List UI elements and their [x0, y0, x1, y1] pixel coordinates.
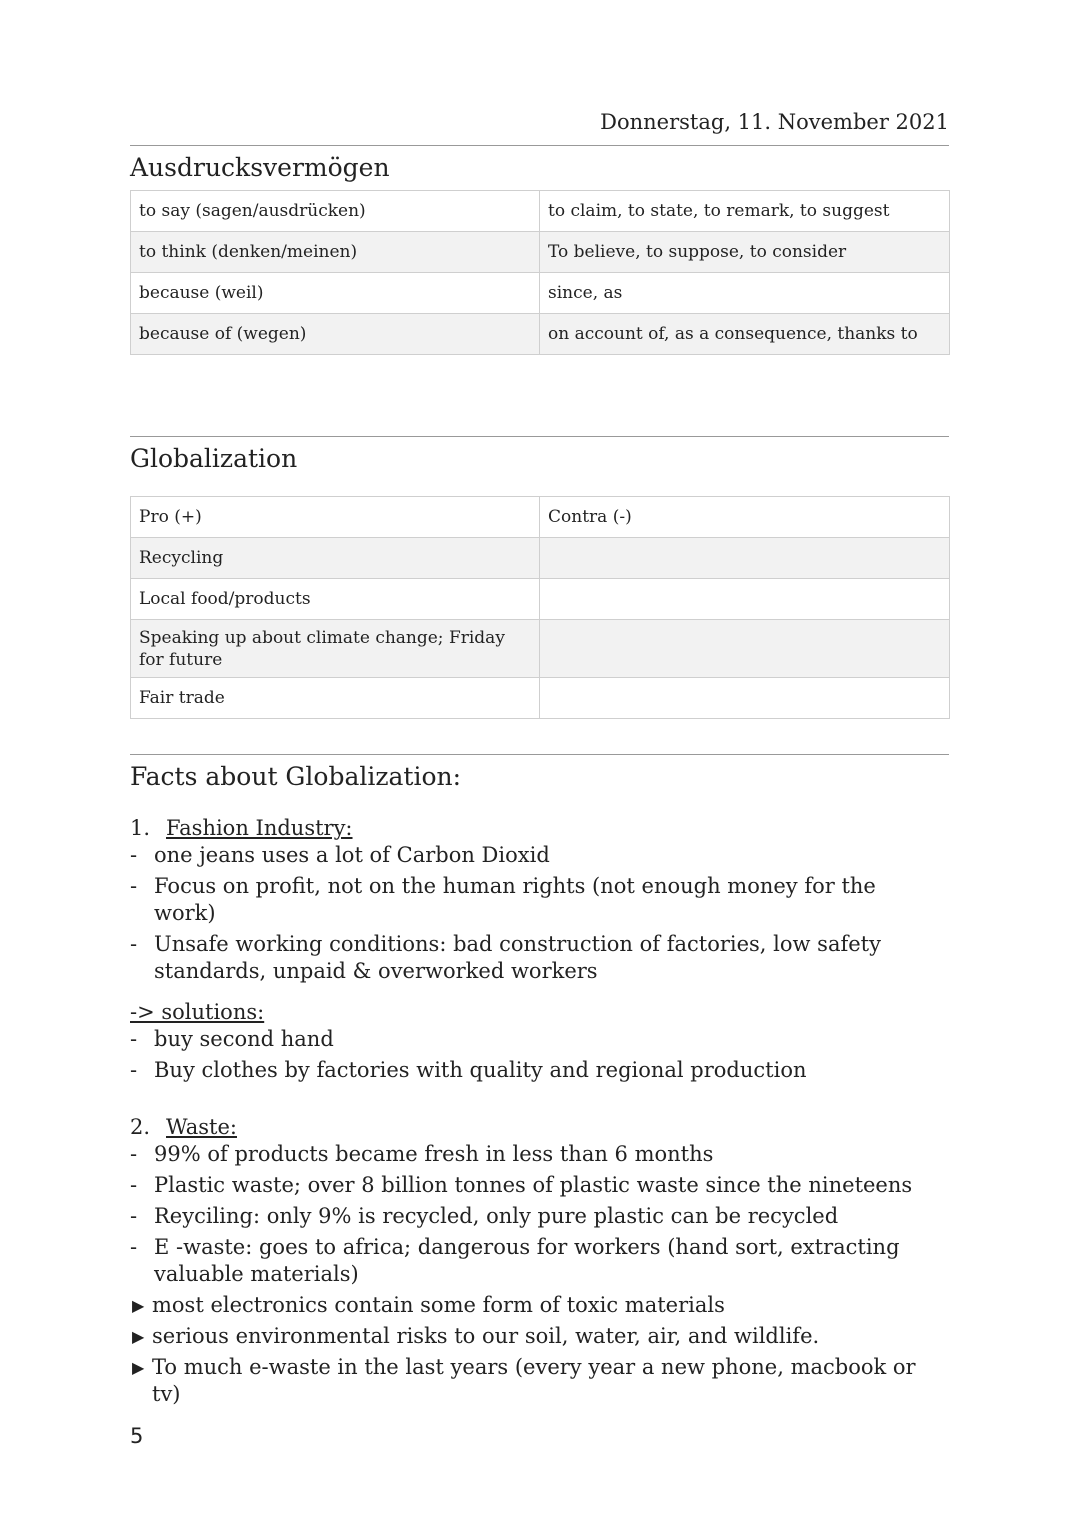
dash-bullet-icon: -	[130, 1027, 138, 1051]
table-header-row	[131, 497, 950, 538]
dash-bullet-icon: -	[130, 1235, 138, 1259]
list-item: - Plastic waste; over 8 billion tonnes of plastic waste since the nineteens	[130, 1173, 913, 1197]
section-title: Fashion Industry:	[166, 816, 353, 840]
list-item: - 99% of products became fresh in less than 6 months	[130, 1142, 714, 1166]
section-heading-waste	[130, 1114, 930, 1141]
table-cell	[540, 538, 950, 579]
table-cell: To believe, to suppose, to consider	[540, 232, 950, 273]
dash-bullet-icon: -	[130, 874, 138, 898]
table-cell: since, as	[540, 273, 950, 314]
list-item: - Buy clothes by factories with quality and regional production	[130, 1058, 807, 1082]
dash-bullet-icon: -	[130, 1058, 138, 1082]
list-item: - buy second hand	[130, 1027, 334, 1051]
globalization-table	[130, 496, 950, 719]
list-item: - one jeans uses a lot of Carbon Dioxid	[130, 843, 550, 867]
page-date: Donnerstag, 11. November 2021	[600, 110, 949, 134]
page-number: 5	[130, 1424, 144, 1448]
dash-bullet-icon: -	[130, 1204, 138, 1228]
table-cell: to claim, to state, to remark, to suggest	[540, 191, 950, 232]
ausdruck-table	[130, 190, 950, 355]
solutions-list	[130, 1026, 930, 1084]
table-row	[131, 314, 950, 355]
list-item: ▶ serious environmental risks to our soil, water, air, and wildlife.	[132, 1324, 820, 1348]
list-item: ▶ To much e-waste in the last years (every year a new phone, macbook or tv)	[132, 1355, 916, 1406]
list-item: - Focus on profit, not on the human rights (not enough money for the work)	[130, 874, 876, 925]
fashion-list	[130, 842, 930, 985]
section-title: Waste:	[166, 1115, 237, 1139]
table-cell: Local food/products	[131, 579, 540, 620]
triangle-bullet-icon: ▶	[132, 1296, 145, 1315]
table-row	[131, 232, 950, 273]
list-item: - Unsafe working conditions: bad construction of factories, low safety standards, unpaid & overworked workers	[130, 932, 881, 983]
divider	[130, 145, 949, 146]
list-item: ▶ most electronics contain some form of toxic materials	[132, 1293, 725, 1317]
table-row	[131, 191, 950, 232]
waste-list	[130, 1141, 930, 1288]
table-cell: Fair trade	[131, 678, 540, 719]
facts-body	[130, 815, 930, 1412]
section-number: 1.	[130, 816, 151, 840]
triangle-bullet-icon: ▶	[132, 1358, 145, 1377]
table-row	[131, 538, 950, 579]
divider	[130, 436, 949, 437]
table-row	[131, 273, 950, 314]
table-cell	[540, 678, 950, 719]
triangle-bullet-icon: ▶	[132, 1327, 145, 1346]
section-number: 2.	[130, 1115, 151, 1139]
list-item: - E -waste: goes to africa; dangerous for workers (hand sort, extracting valuable materials)	[130, 1235, 900, 1286]
table-cell	[540, 579, 950, 620]
ausdruck-title: Ausdrucksvermögen	[130, 153, 390, 182]
dash-bullet-icon: -	[130, 1173, 138, 1197]
dash-bullet-icon: -	[130, 932, 138, 956]
dash-bullet-icon: -	[130, 843, 138, 867]
dash-bullet-icon: -	[130, 1142, 138, 1166]
table-cell: Recycling	[131, 538, 540, 579]
table-cell: to say (sagen/ausdrücken)	[131, 191, 540, 232]
table-row	[131, 678, 950, 719]
section-heading-fashion	[130, 815, 930, 842]
table-cell: Speaking up about climate change; Friday for future	[131, 620, 540, 678]
table-cell: because of (wegen)	[131, 314, 540, 355]
table-cell: to think (denken/meinen)	[131, 232, 540, 273]
table-cell: on account of, as a consequence, thanks to	[540, 314, 950, 355]
solutions-heading: -> solutions:	[130, 1000, 265, 1024]
table-cell: because (weil)	[131, 273, 540, 314]
globalization-title: Globalization	[130, 444, 298, 473]
table-row	[131, 579, 950, 620]
table-cell	[540, 620, 950, 678]
divider	[130, 754, 949, 755]
pro-header: Pro (+)	[131, 497, 540, 538]
list-item: - Reyciling: only 9% is recycled, only pure plastic can be recycled	[130, 1204, 839, 1228]
table-row	[131, 620, 950, 678]
ewaste-sublist	[130, 1292, 930, 1408]
facts-title: Facts about Globalization:	[130, 762, 462, 791]
contra-header: Contra (-)	[540, 497, 950, 538]
